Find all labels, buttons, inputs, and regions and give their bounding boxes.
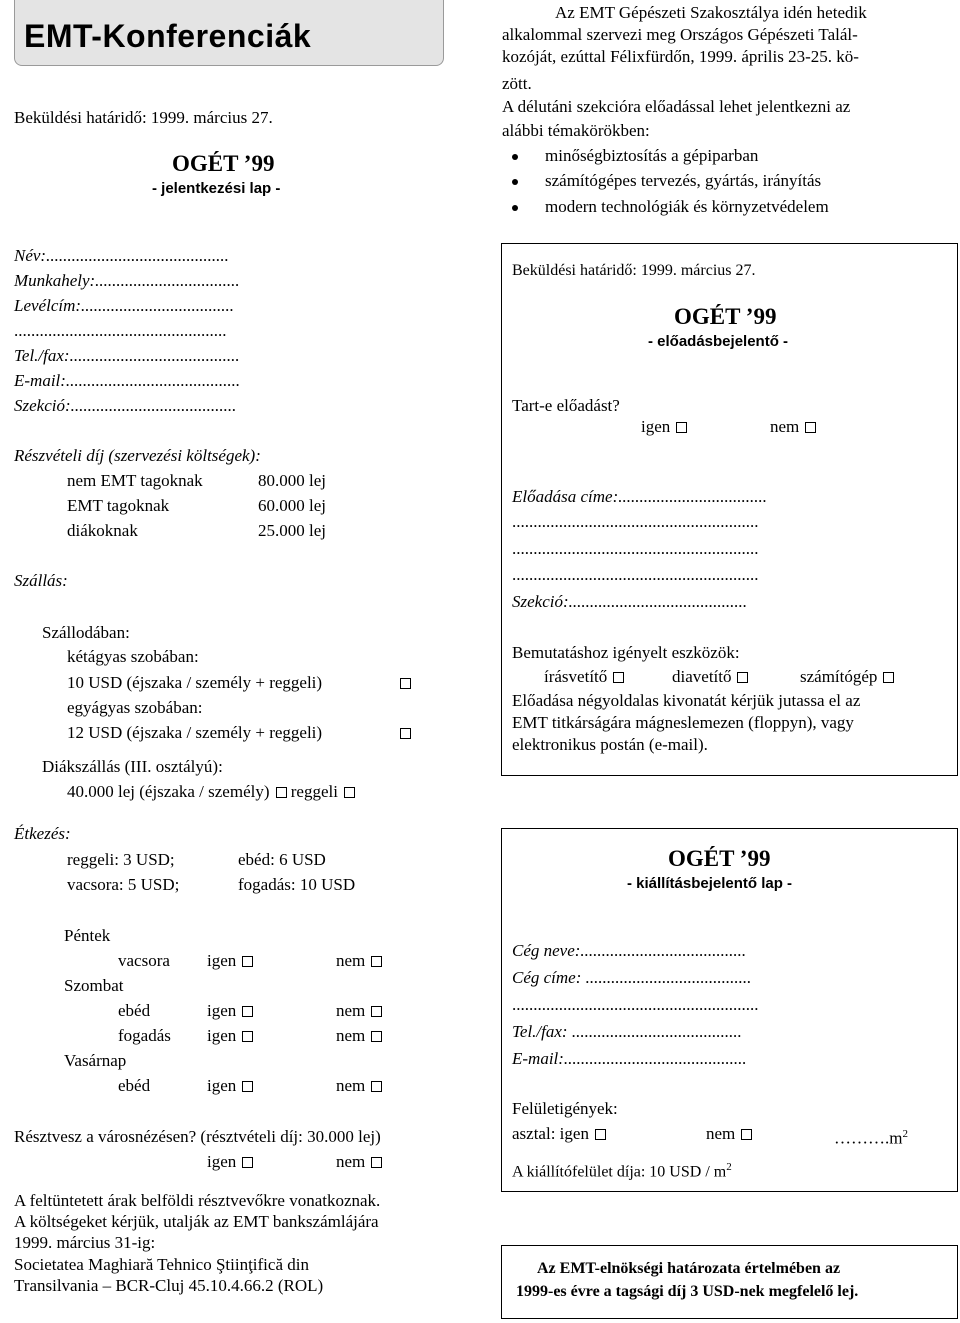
student-housing-checkbox[interactable] [276, 787, 287, 798]
topic-item: minőségbiztosítás a gépiparban [545, 146, 759, 165]
dinner-price: vacsora: 5 USD; [67, 875, 180, 894]
registration-subtitle: - jelentkezési lap - [152, 180, 281, 197]
fee-label: diákoknak [67, 521, 138, 540]
fee-label: nem EMT tagoknak [67, 471, 203, 490]
exhibit-ogeth-heading: OGÉT ’99 [668, 846, 771, 871]
meal-reception: fogadás [118, 1026, 171, 1045]
table-yes-checkbox[interactable] [595, 1129, 606, 1140]
day-saturday: Szombat [64, 976, 124, 995]
meal-dinner: vacsora [118, 951, 170, 970]
yes-label: igen [207, 1076, 237, 1095]
intro-line: alkalommal szervezi meg Országos Gépészeti Talál- [502, 25, 858, 44]
fee-price: 25.000 lej [258, 521, 326, 540]
double-room-price: 10 USD (éjszaka / személy + reggeli) [67, 673, 323, 692]
fee-unit-exponent: 2 [726, 1161, 732, 1173]
area-unit-exponent: 2 [902, 1128, 908, 1140]
tool-slide-option [672, 666, 748, 688]
yes-checkbox[interactable] [242, 1081, 253, 1092]
breakfast-price: reggeli: 3 USD; [67, 850, 175, 869]
lecture-deadline: Beküldési határidő: 1999. március 27. [512, 262, 756, 279]
exhibit-fee [512, 1156, 732, 1183]
note-line: Transilvania – BCR-Cluj 45.10.4.66.2 (ROL) [14, 1276, 324, 1295]
bullet-icon [512, 205, 518, 211]
tool-slide-checkbox[interactable] [737, 672, 748, 683]
student-breakfast-checkbox[interactable] [344, 787, 355, 798]
tel-field[interactable]: Tel./fax:........................................ [14, 346, 240, 365]
no-checkbox[interactable] [371, 1081, 382, 1092]
yes-label: igen [641, 417, 671, 436]
single-room-checkbox[interactable] [400, 728, 411, 739]
section-field[interactable]: Szekció:....................................... [14, 396, 237, 415]
table-yes-option [512, 1123, 606, 1145]
note-line: 1999. március 31-ig: [14, 1233, 156, 1252]
lecture-title-line[interactable]: .......................................................... [512, 565, 759, 584]
lecture-subtitle: - előadásbejelentő - [648, 333, 789, 350]
note-line: A feltüntetett árak belföldi résztvevőkre vonatkoznak. [14, 1191, 381, 1210]
intro-line: zött. [502, 74, 532, 93]
tool-computer-label: számítógép [800, 667, 878, 686]
yes-label: igen [207, 1001, 237, 1020]
single-room-price: 12 USD (éjszaka / személy + reggeli) [67, 723, 323, 742]
intro-line: Az EMT Gépészeti Szakosztálya idén hetedik [555, 3, 867, 22]
tool-slide-label: diavetítő [672, 667, 732, 686]
student-breakfast-label: reggeli [290, 782, 338, 801]
reception-price: fogadás: 10 USD [238, 875, 356, 894]
double-room-label: kétágyas szobában: [67, 647, 199, 666]
yes-label: igen [207, 1026, 237, 1045]
no-option [336, 1151, 382, 1173]
table-no-label: nem [706, 1124, 736, 1143]
meals-heading: Étkezés: [14, 824, 71, 843]
note-line: A költségeket kérjük, utalják az EMT bankszámlájára [14, 1212, 379, 1231]
area-dots: ……….m [834, 1128, 903, 1148]
yes-label: igen [207, 951, 237, 970]
deadline: Beküldési határidő: 1999. március 27. [14, 108, 273, 127]
lecture-title-field[interactable]: Előadása címe:................................... [512, 487, 767, 506]
tool-computer-checkbox[interactable] [883, 672, 894, 683]
yes-option [207, 1000, 253, 1022]
yes-option [207, 950, 253, 972]
no-label: nem [336, 1026, 366, 1045]
lecture-no-option [770, 416, 816, 438]
yes-option [207, 1075, 253, 1097]
exhibit-tel-field[interactable]: Tel./fax: ........................................ [512, 1022, 742, 1041]
city-tour-question: Résztvesz a városnézésen? (résztvételi díj: 30.000 lej) [14, 1127, 381, 1146]
exhibit-subtitle: - kiállításbejelentő lap - [627, 875, 793, 892]
student-housing-price: 40.000 lej (éjszaka / személy) [67, 782, 270, 801]
lecture-title-line[interactable]: .......................................................... [512, 539, 759, 558]
lecture-yes-checkbox[interactable] [676, 422, 687, 433]
table-yes-label: asztal: igen [512, 1124, 589, 1143]
intro-line: alábbi témakörökben: [502, 121, 650, 140]
bullet-icon [512, 154, 518, 160]
no-checkbox[interactable] [371, 1157, 382, 1168]
yes-checkbox[interactable] [242, 1006, 253, 1017]
company-name-field[interactable]: Cég neve:....................................... [512, 941, 747, 960]
student-housing-option [67, 781, 355, 803]
footer-line: 1999-es évre a tagsági díj 3 USD-nek megfelelő lej. [516, 1283, 859, 1300]
lecture-yes-option [641, 416, 687, 438]
no-option [336, 950, 382, 972]
no-checkbox[interactable] [371, 1006, 382, 1017]
yes-checkbox[interactable] [242, 1157, 253, 1168]
footer-line: Az EMT-elnökségi határozata értelmében az [537, 1260, 841, 1277]
lecture-question: Tart-e előadást? [512, 396, 620, 415]
abstract-line: Előadása négyoldalas kivonatát kérjük jutassa el az [512, 691, 861, 710]
table-no-option [706, 1123, 752, 1145]
student-housing-label: Diákszállás (III. osztályú): [42, 757, 223, 776]
topic-item: számítógépes tervezés, gyártás, irányítás [545, 171, 822, 190]
exhibit-email-field[interactable]: E-mail:........................................... [512, 1049, 747, 1068]
no-option [336, 1025, 382, 1047]
lunch-price: ebéd: 6 USD [238, 850, 326, 869]
meal-lunch: ebéd [118, 1001, 151, 1020]
yes-option [207, 1025, 253, 1047]
lecture-ogeth-heading: OGÉT ’99 [674, 304, 777, 329]
company-address-field[interactable]: Cég címe: ....................................... [512, 968, 752, 987]
exhibit-fee-text: A kiállítófelület díja: 10 USD / m [512, 1163, 727, 1181]
no-label: nem [336, 951, 366, 970]
accommodation-heading: Szállás: [14, 571, 68, 590]
no-label: nem [336, 1001, 366, 1020]
address-field[interactable]: Levélcím:.................................... [14, 296, 235, 315]
area-field[interactable] [834, 1123, 908, 1150]
email-field[interactable]: E-mail:......................................... [14, 371, 241, 390]
no-label: nem [336, 1152, 366, 1171]
no-checkbox[interactable] [371, 956, 382, 967]
note-line: Societatea Maghiară Tehnico Ştiinţifică din [14, 1255, 309, 1274]
day-sunday: Vasárnap [64, 1051, 127, 1070]
intro-line: kozóját, ezúttal Félixfürdőn, 1999. április 23-25. kö- [502, 47, 859, 66]
workplace-field[interactable]: Munkahely:.................................. [14, 271, 240, 290]
tool-overhead-label: írásvetítő [544, 667, 608, 686]
yes-label: igen [207, 1152, 237, 1171]
no-option [336, 1000, 382, 1022]
no-checkbox[interactable] [371, 1031, 382, 1042]
lecture-title-line[interactable]: .......................................................... [512, 512, 759, 531]
meal-lunch: ebéd [118, 1076, 151, 1095]
fee-heading: Részvételi díj (szervezési költségek): [14, 446, 261, 465]
double-room-checkbox[interactable] [400, 678, 411, 689]
single-room-label: egyágyas szobában: [67, 698, 203, 717]
topic-item: modern technológiák és környzetvédelem [545, 197, 829, 216]
tool-computer-option [800, 666, 894, 688]
yes-checkbox[interactable] [242, 1031, 253, 1042]
bullet-icon [512, 179, 518, 185]
no-label: nem [336, 1076, 366, 1095]
abstract-line: EMT titkárságára mágneslemezen (floppyn), vagy [512, 713, 854, 732]
fee-label: EMT tagoknak [67, 496, 170, 515]
fee-price: 60.000 lej [258, 496, 326, 515]
name-field[interactable]: Név:........................................... [14, 246, 229, 265]
abstract-line: elektronikus postán (e-mail). [512, 735, 708, 754]
no-option [336, 1075, 382, 1097]
tools-heading: Bemutatáshoz igényelt eszközök: [512, 643, 740, 662]
lecture-section-field[interactable]: Szekció:.......................................... [512, 592, 748, 611]
table-no-checkbox[interactable] [741, 1129, 752, 1140]
company-address-line[interactable]: .......................................................... [512, 995, 759, 1014]
fee-price: 80.000 lej [258, 471, 326, 490]
lecture-no-checkbox[interactable] [805, 422, 816, 433]
hotel-label: Szállodában: [42, 623, 130, 642]
intro-line: A délutáni szekcióra előadással lehet jelentkezni az [502, 97, 851, 116]
tool-overhead-option [544, 666, 624, 688]
day-friday: Péntek [64, 926, 111, 945]
ogeth-heading: OGÉT ’99 [172, 151, 275, 176]
page-title: EMT-Konferenciák [24, 18, 312, 54]
no-label: nem [770, 417, 800, 436]
surface-heading: Felületigények: [512, 1099, 618, 1118]
yes-checkbox[interactable] [242, 956, 253, 967]
address-field-2[interactable]: .................................................. [14, 321, 227, 340]
yes-option [207, 1151, 253, 1173]
tool-overhead-checkbox[interactable] [613, 672, 624, 683]
